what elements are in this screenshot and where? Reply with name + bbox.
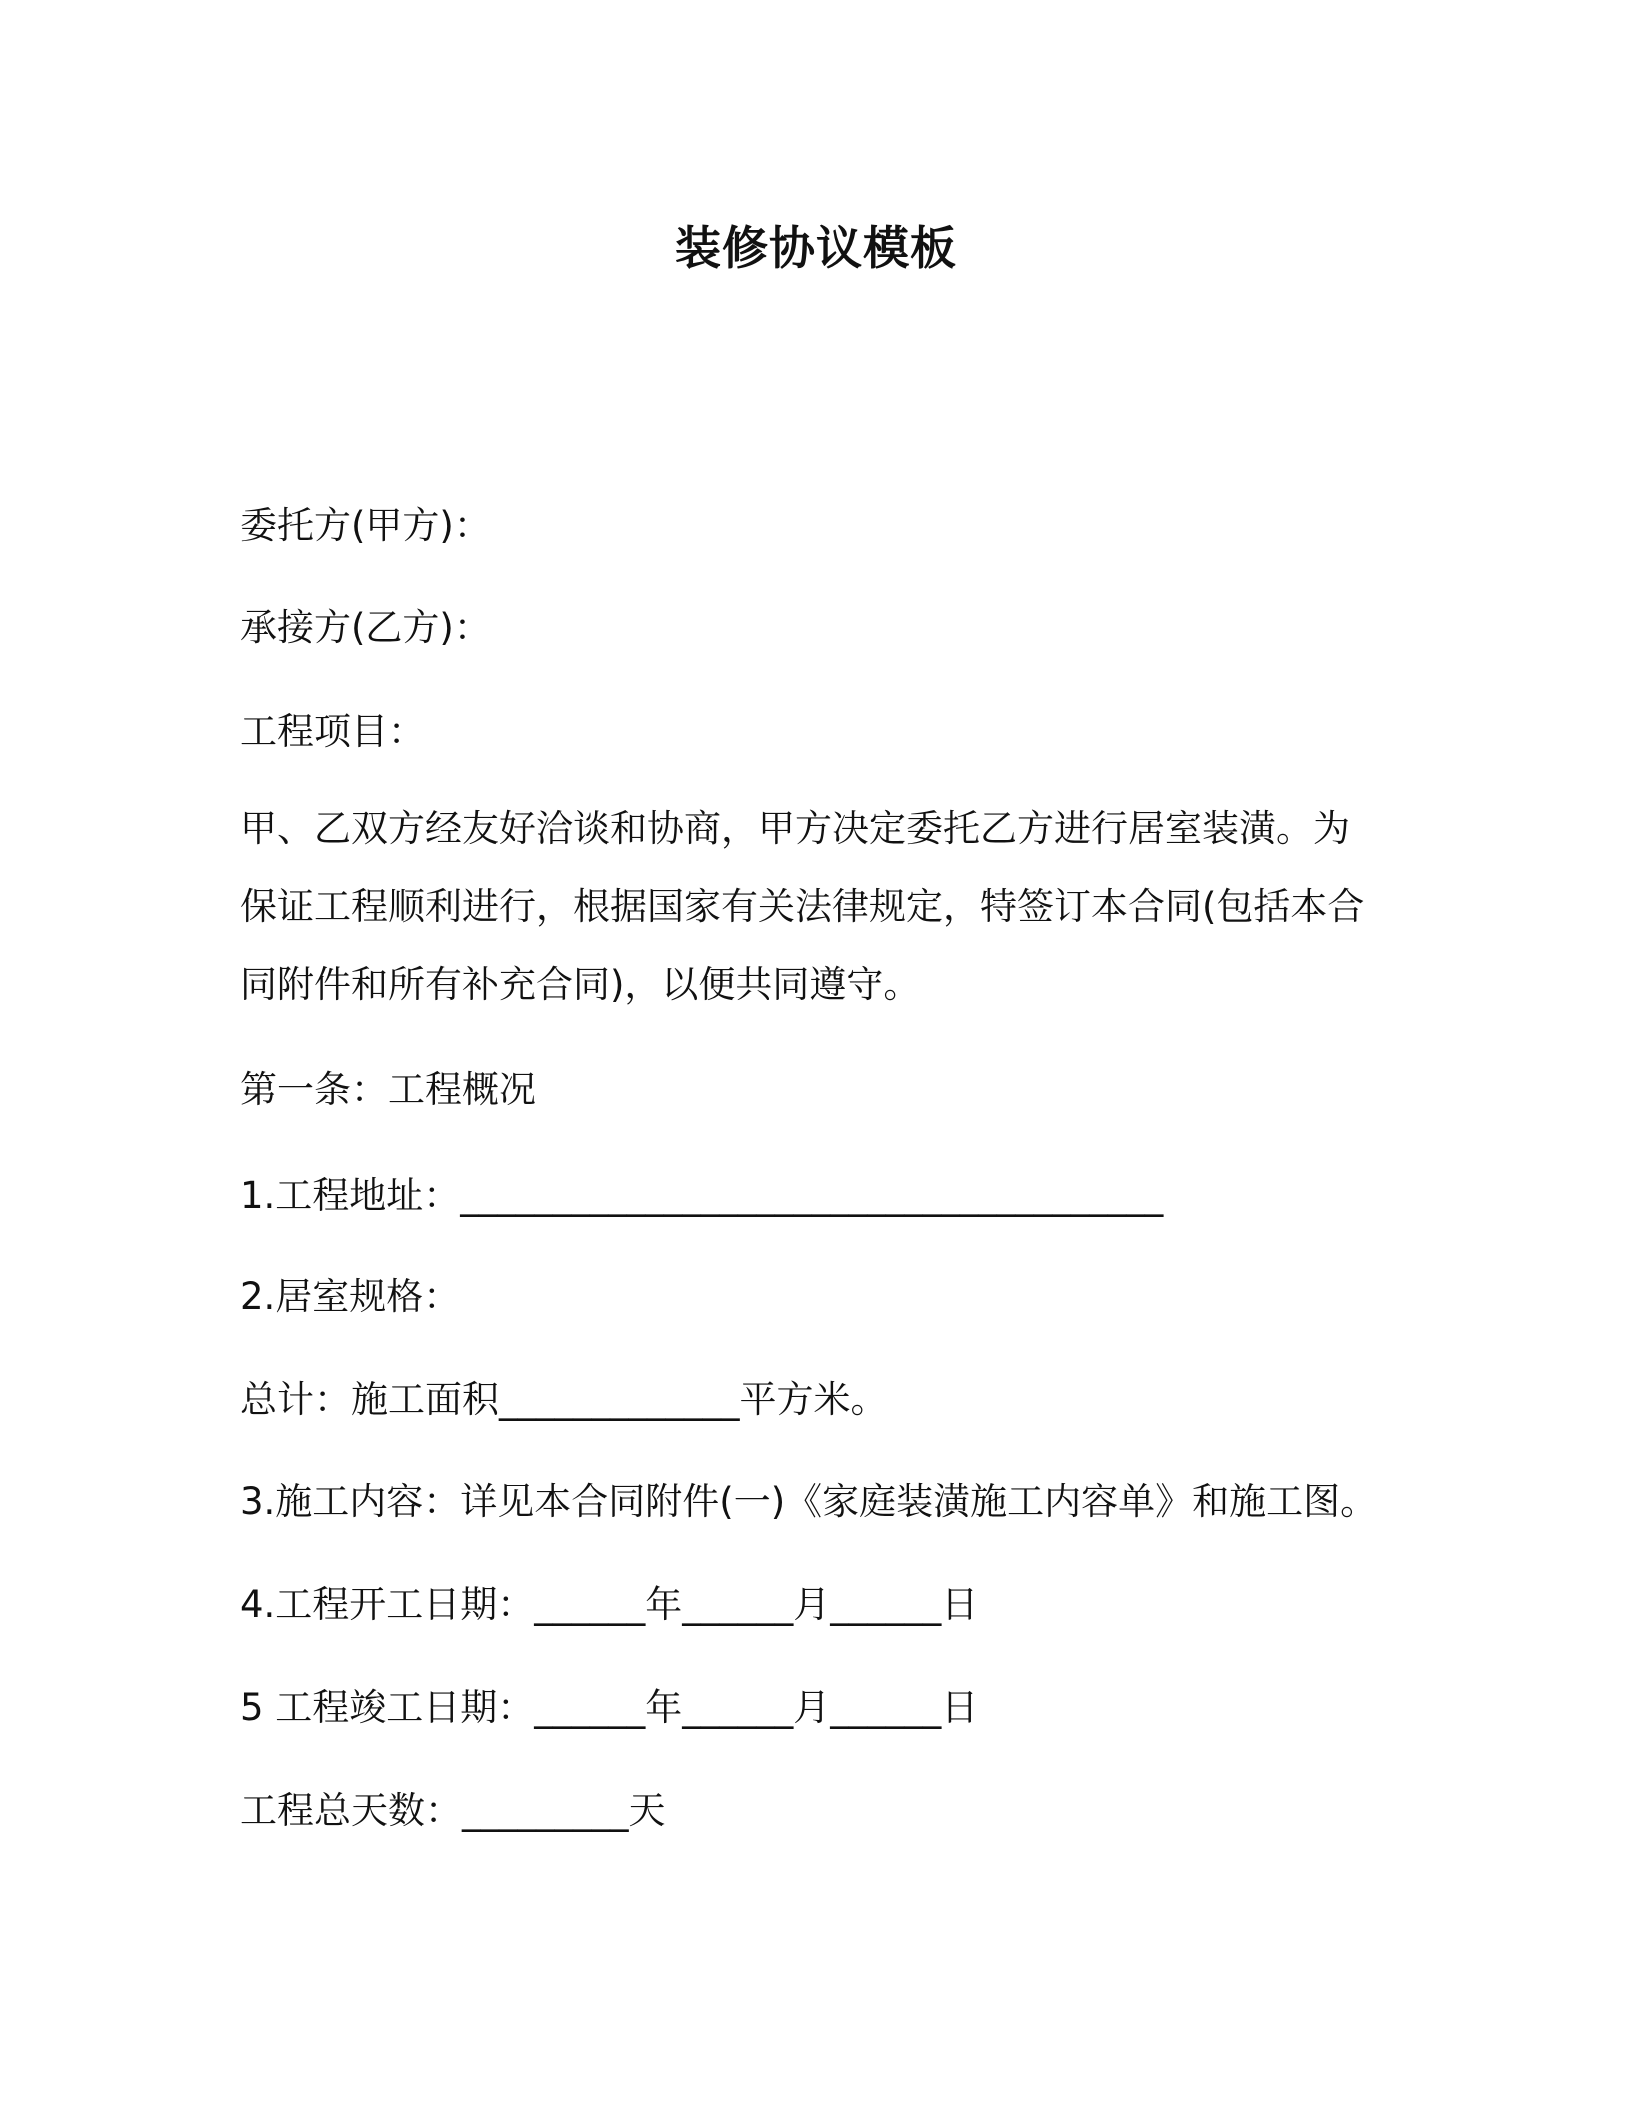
project-address-field: 1.工程地址：______________________________________ bbox=[240, 1174, 1164, 1217]
total-days-field: 工程总天数：_________天 bbox=[240, 1789, 666, 1832]
party-a-field: 委托方(甲方)： bbox=[240, 504, 491, 547]
intro-line-1: 甲、乙双方经友好洽谈和协商，甲方决定委托乙方进行居室装潢。为 bbox=[240, 807, 1350, 850]
document-title: 装修协议模板 bbox=[675, 221, 957, 275]
completion-date-field: 5 工程竣工日期：______年______月______日 bbox=[240, 1686, 979, 1729]
room-spec-field: 2.居室规格： bbox=[240, 1275, 461, 1318]
intro-line-2: 保证工程顺利进行，根据国家有关法律规定，特签订本合同(包括本合 bbox=[240, 885, 1365, 928]
project-field: 工程项目： bbox=[240, 710, 425, 753]
start-date-field: 4.工程开工日期：______年______月______日 bbox=[240, 1583, 979, 1626]
construction-area-field: 总计：施工面积_____________平方米。 bbox=[240, 1378, 888, 1421]
party-b-field: 承接方(乙方)： bbox=[240, 606, 491, 649]
intro-line-3: 同附件和所有补充合同)，以便共同遵守。 bbox=[240, 963, 921, 1006]
intro-paragraph bbox=[240, 790, 1370, 1024]
construction-content-field: 3.施工内容：详见本合同附件(一)《家庭装潢施工内容单》和施工图。 bbox=[240, 1480, 1378, 1523]
article-1-heading: 第一条：工程概况 bbox=[240, 1068, 536, 1111]
